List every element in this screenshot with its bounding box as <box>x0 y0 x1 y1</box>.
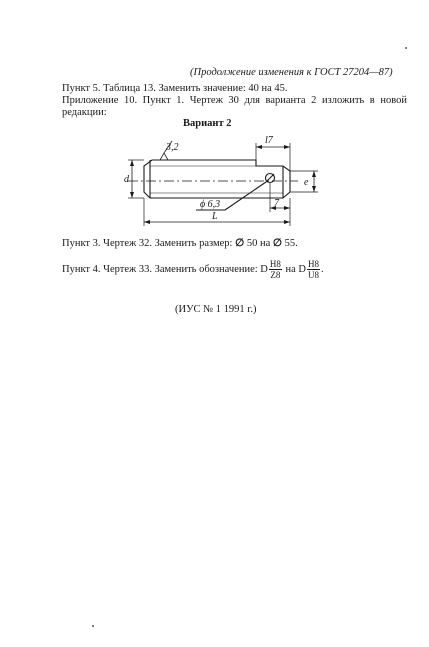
p4-end: . <box>321 263 324 275</box>
p3-mid: на <box>257 238 273 249</box>
scan-speck <box>92 625 94 627</box>
dim-e-label: e <box>304 177 309 188</box>
p3-value-old: 50 <box>244 238 258 249</box>
fraction-new: $\frac{H8}{U8}$ <box>308 259 320 280</box>
hole-leader <box>225 182 266 210</box>
p4-text: Пункт 4. Чертеж 33. Заменить обозначение: D <box>62 263 268 275</box>
roughness-label: 3,2 <box>166 142 179 153</box>
diameter-symbol: ∅ <box>235 238 245 249</box>
signature: (ИУС № 1 1991 г.) <box>175 304 257 315</box>
dim-l7-label: l7 <box>265 135 273 146</box>
p3-value-new: 55. <box>282 238 298 249</box>
paragraph-1: Пункт 5. Таблица 13. Заменить значение: 40 на 45. <box>62 83 288 94</box>
p4-mid: на D <box>282 263 307 275</box>
dim-hole-label: ϕ 6,3 <box>200 199 221 210</box>
paragraph-2: Приложение 10. Пункт 1. Чертеж 30 для варианта 2 изложить в новой редакции: <box>62 95 407 118</box>
scan-speck <box>405 47 407 49</box>
page-header: (Продолжение изменения к ГОСТ 27204—87) <box>190 67 393 78</box>
paragraph-4 <box>62 259 324 280</box>
dim-d-label: d <box>124 174 129 185</box>
dim-7-label: 7 <box>274 198 279 209</box>
variant-title: Вариант 2 <box>183 118 232 129</box>
p3-text: Пункт 3. Чертеж 32. Заменить размер: <box>62 238 236 249</box>
fraction-old: $\frac{H8}{Z8}$ <box>269 259 281 280</box>
paragraph-3 <box>62 238 298 250</box>
diameter-symbol: ∅ <box>272 238 283 249</box>
dim-total-label: L <box>212 211 218 222</box>
